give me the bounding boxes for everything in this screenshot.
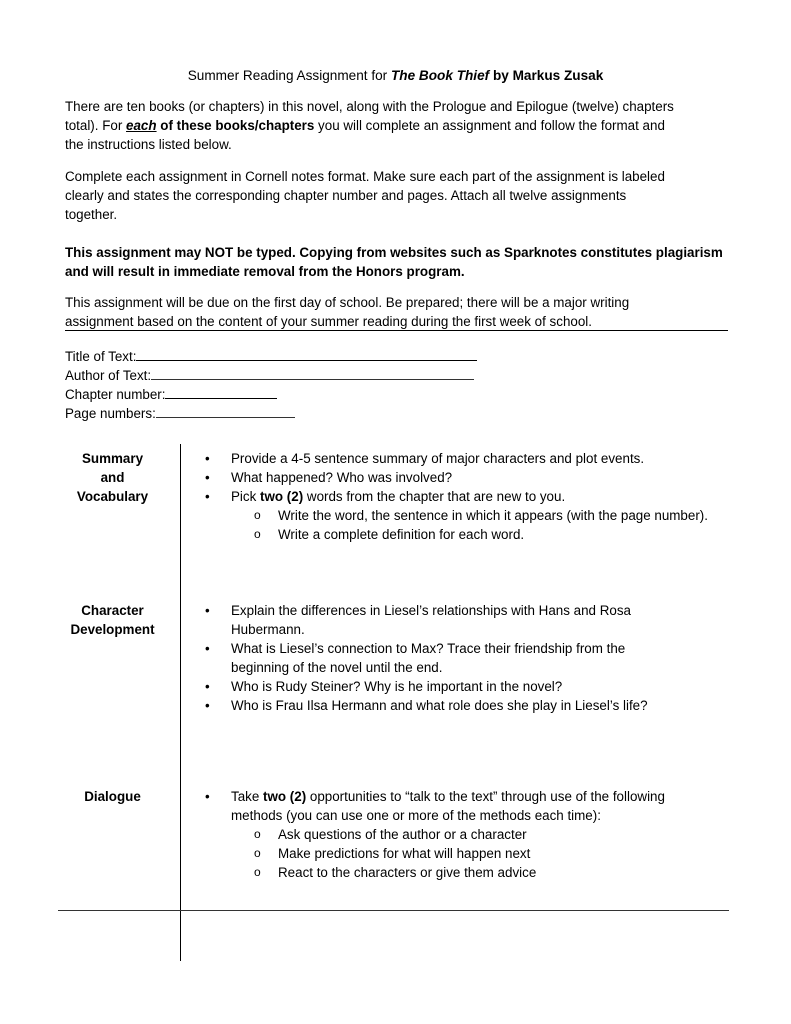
page-numbers-label: Page numbers: — [65, 406, 156, 421]
chapter-number-label: Chapter number: — [65, 387, 166, 402]
due-line-1: This assignment will be due on the first day of school. Be prepared; there will be a major writing — [65, 295, 630, 310]
list-item — [205, 639, 765, 677]
sub-list-item: o Write the word, the sentence in which it appears (with the page number). — [205, 506, 765, 525]
list-item-text: Take — [231, 789, 264, 804]
cornell-bottom-line — [58, 910, 729, 911]
intro-emphasis-each: each — [126, 118, 157, 133]
intro-emphasis-books: of these books/chapters — [156, 118, 315, 133]
character-label-line: Character — [81, 603, 144, 618]
intro-line-3: the instructions listed below. — [65, 137, 232, 152]
list-item-text: methods (you can use one or more of the methods each time): — [231, 808, 601, 823]
intro-text: you will complete an assignment and follow the format and — [314, 118, 665, 133]
list-item-emphasis: two (2) — [263, 789, 307, 804]
list-item-text: • What is Liesel’s connection to Max? Trace their friendship from the — [231, 641, 626, 656]
dialogue-label-line: Dialogue — [84, 789, 141, 804]
intro-text: total). For — [65, 118, 127, 133]
cornell-vertical-line — [180, 444, 181, 961]
cornell-line-3: together. — [65, 207, 118, 222]
list-item-text: opportunities to “talk to the text” through use of the following — [306, 789, 665, 804]
author-of-text-label: Author of Text: — [65, 368, 152, 383]
sub-list-item: o Make predictions for what will happen next — [205, 844, 765, 863]
cornell-line-1: Complete each assignment in Cornell notes format. Make sure each part of the assignment is labeled — [65, 169, 665, 184]
cornell-line-2: clearly and states the corresponding chapter number and pages. Attach all twelve assignments — [65, 188, 627, 203]
dialogue-label — [55, 787, 170, 806]
list-item: • What happened? Who was involved? — [205, 468, 765, 487]
title-of-text-field[interactable] — [65, 347, 477, 366]
summary-label-line: Vocabulary — [76, 489, 149, 504]
list-item-emphasis: two (2) — [260, 489, 304, 504]
title-prefix: Summer Reading Assignment for — [187, 68, 391, 83]
author-of-text-blank[interactable] — [151, 367, 474, 380]
list-item-text: words from the chapter that are new to you. — [303, 489, 566, 504]
author-of-text-field[interactable] — [65, 366, 474, 385]
sub-list-item: o Ask questions of the author or a character — [205, 825, 765, 844]
character-development-label — [55, 601, 170, 639]
list-item: • Who is Rudy Steiner? Why is he important in the novel? — [205, 677, 765, 696]
cornell-paragraph — [65, 167, 745, 224]
list-item-text: Pick — [231, 489, 261, 504]
list-item — [205, 487, 765, 506]
title-of-text-blank[interactable] — [136, 348, 477, 361]
intro-paragraph — [65, 97, 745, 154]
summary-label-line: Summary — [81, 451, 144, 466]
chapter-number-blank[interactable] — [165, 386, 277, 399]
summary-label-line: and — [100, 470, 125, 485]
summary-vocabulary-label — [55, 449, 170, 506]
list-item — [205, 601, 765, 639]
due-paragraph — [65, 293, 745, 331]
list-item-text: • Explain the differences in Liesel’s relationships with Hans and Rosa — [231, 603, 631, 618]
page-numbers-field[interactable] — [65, 404, 295, 423]
sub-list-item: o React to the characters or give them advice — [205, 863, 765, 882]
warning-line-1: This assignment may NOT be typed. Copying from websites such as Sparknotes constitutes plagiarism — [65, 245, 723, 260]
list-item-text: Hubermann. — [231, 622, 305, 637]
sub-list-item: o Write a complete definition for each word. — [205, 525, 765, 544]
due-line-2: assignment based on the content of your summer reading during the first week of school. — [65, 314, 592, 329]
page-numbers-blank[interactable] — [156, 405, 295, 418]
document-title — [0, 66, 791, 85]
intro-line-2 — [65, 116, 745, 135]
book-title: The Book Thief — [390, 68, 490, 83]
character-label-line: Development — [70, 622, 155, 637]
title-author: by Markus Zusak — [489, 68, 604, 83]
section-divider — [65, 330, 728, 331]
intro-line-1: There are ten books (or chapters) in this novel, along with the Prologue and Epilogue (twelve) chapters — [65, 99, 674, 114]
warning-paragraph — [65, 243, 745, 281]
character-bullets — [205, 601, 765, 715]
warning-line-2: and will result in immediate removal from the Honors program. — [65, 264, 465, 279]
list-item: • Who is Frau Ilsa Hermann and what role does she play in Liesel’s life? — [205, 696, 765, 715]
list-item-text: beginning of the novel until the end. — [231, 660, 443, 675]
list-item: • Provide a 4-5 sentence summary of major characters and plot events. — [205, 449, 765, 468]
chapter-number-field[interactable] — [65, 385, 277, 404]
list-item — [205, 787, 765, 825]
summary-bullets — [205, 449, 765, 544]
dialogue-bullets — [205, 787, 765, 882]
title-of-text-label: Title of Text: — [65, 349, 137, 364]
